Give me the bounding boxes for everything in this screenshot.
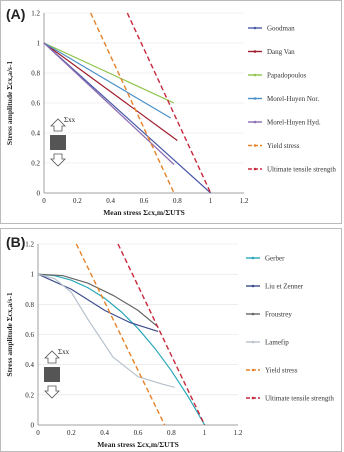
down-arrow-icon — [51, 154, 65, 166]
y-tick-label: 0.8 — [25, 300, 34, 309]
series-line-morel-huyen-nor- — [44, 43, 171, 118]
x-tick-label: 0.6 — [133, 429, 143, 437]
y-tick-label: 0.8 — [31, 69, 40, 78]
x-tick-label: 1.2 — [233, 429, 243, 437]
down-arrow-icon — [45, 386, 59, 398]
x-tick-label: 0.6 — [139, 197, 149, 205]
x-axis-label: Mean stress Σcx,m/ΣUTS — [97, 440, 179, 449]
specimen-block-icon — [50, 135, 66, 150]
legend-item-label: Yield stress — [267, 142, 300, 150]
y-axis-label: Stress amplitude Σcx,a/s-1 — [5, 60, 14, 146]
chart-panel-b — [0, 228, 344, 452]
legend-item-label: Yield stress — [265, 366, 298, 375]
legend-marker — [252, 341, 255, 344]
series-line-liu-et-zenner — [38, 274, 158, 331]
y-tick-label: 0.6 — [25, 331, 34, 339]
legend-marker — [254, 121, 257, 124]
panel-label: (A) — [6, 6, 26, 22]
y-tick-label: 0.4 — [25, 361, 34, 370]
stress-symbol-icon: Σxx — [58, 348, 70, 356]
legend-marker — [254, 27, 257, 30]
legend-item-label: Papadopoulos — [267, 71, 307, 80]
stress-symbol-icon: Σxx — [64, 116, 76, 124]
x-tick-label: 0.2 — [66, 429, 76, 437]
y-tick-label: 0.4 — [31, 129, 40, 138]
y-tick-label: 1 — [36, 39, 40, 48]
x-tick-label: 0.8 — [166, 429, 176, 437]
x-tick-label: 1 — [208, 197, 213, 205]
y-tick-label: 1.2 — [25, 240, 34, 249]
legend-marker — [254, 168, 257, 171]
legend-marker — [252, 369, 255, 372]
y-tick-label: 0 — [30, 421, 34, 430]
legend-marker — [252, 257, 255, 260]
y-tick-label: 0.2 — [31, 159, 40, 168]
legend-marker — [254, 144, 257, 147]
y-tick-label: 0 — [36, 189, 40, 198]
legend-marker — [252, 397, 255, 400]
y-tick-label: 1 — [30, 270, 34, 279]
x-tick-label: 1 — [202, 429, 207, 437]
chart-panel-a — [0, 0, 344, 224]
x-tick-label: 1.2 — [239, 197, 249, 205]
legend-marker — [254, 97, 257, 100]
legend-item-label: Froustrey — [265, 310, 292, 319]
legend-item-label: Ultimate tensile strength — [265, 394, 334, 403]
x-tick-label: 0 — [36, 429, 40, 437]
y-tick-label: 0.2 — [25, 391, 34, 400]
panel-label: (B) — [6, 234, 26, 250]
legend-item-label: Goodman — [267, 24, 295, 33]
y-axis-label: Stress amplitude Σcx,a/s-1 — [5, 292, 14, 377]
up-arrow-icon — [45, 351, 59, 363]
legend-item-label: Dang Van — [267, 48, 295, 56]
legend-item-label: Ultimate tensile strength — [267, 165, 336, 174]
legend-marker — [252, 285, 255, 288]
chart-a-svg — [0, 0, 344, 224]
legend-item-label: Gerber — [265, 254, 285, 263]
chart-b-svg — [0, 228, 344, 452]
x-tick-label: 0.8 — [172, 197, 182, 205]
up-arrow-icon — [51, 119, 65, 131]
legend-item-label: Lamefip — [265, 338, 289, 347]
y-tick-label: 1.2 — [31, 9, 40, 18]
x-tick-label: 0 — [42, 197, 46, 205]
legend-marker — [254, 50, 257, 53]
legend-item-label: Liu et Zenner — [265, 282, 304, 291]
x-tick-label: 0.2 — [72, 197, 82, 205]
legend-marker — [252, 313, 255, 316]
x-tick-label: 0.4 — [100, 429, 110, 437]
x-tick-label: 0.4 — [106, 197, 116, 205]
x-axis-label: Mean stress Σcx,m/ΣUTS — [103, 208, 185, 217]
specimen-block-icon — [44, 367, 60, 382]
legend-item-label: Morel-Huyen Hyd. — [267, 118, 321, 127]
legend-marker — [254, 74, 257, 77]
y-tick-label: 0.6 — [31, 99, 40, 108]
legend-item-label: Morel-Huyen Nor. — [267, 95, 320, 103]
